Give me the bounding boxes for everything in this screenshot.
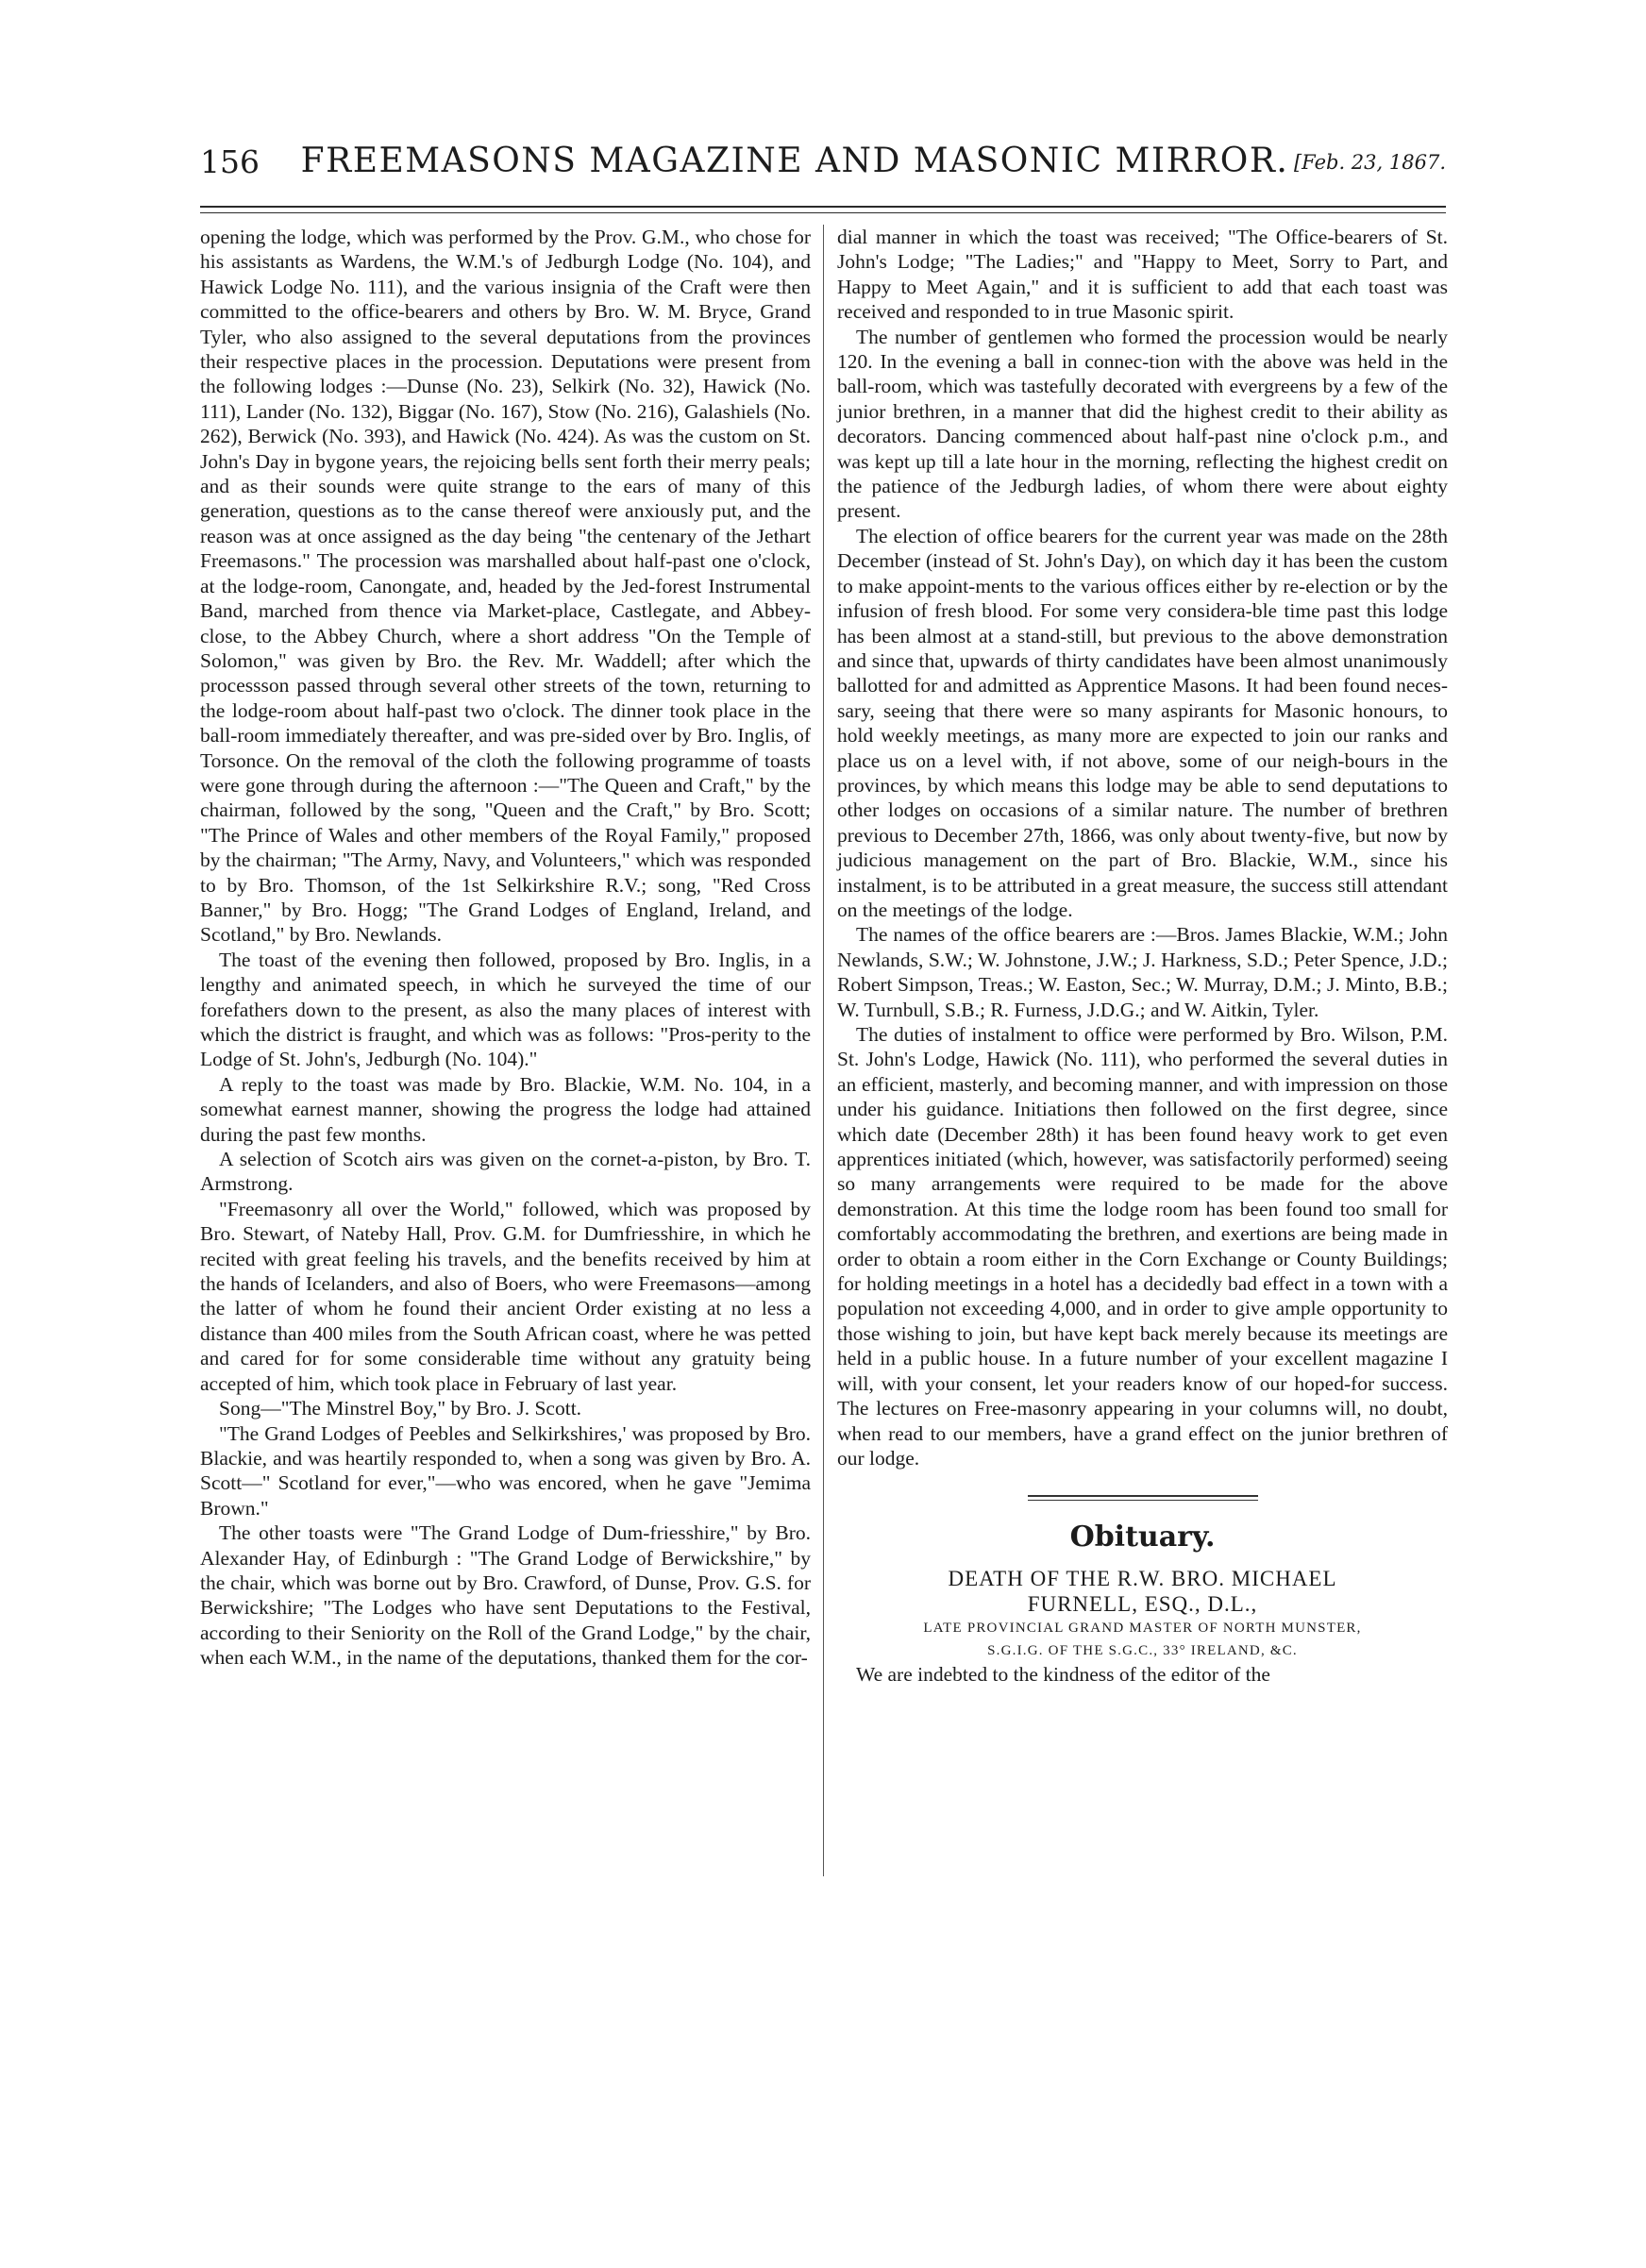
page-number: 156 [200,143,260,180]
paragraph: The election of office bearers for the current year was made on the 28th December (instead of St. John's Day), on which day it has been the custom to make appoint-ments to the various offices either by re-election or by the infusion of fresh blood. For some very considera-ble time past this lodge has been almost at a stand-still, but previous to the above demonstration and since that, upwards of thirty candidates have been almost unanimously ballotted for and admitted as Apprentice Masons. It had been found neces-sary, seeing that there were so many aspirants for Masonic honours, to hold weekly meetings, as many more are expected to join our ranks and place us on a level with, if not above, some of our neigh-bours in the provinces, by which means this lodge may be able to send deputations to other lodges on occasions of a similar nature. The number of brethren previous to December 27th, 1866, was only about twenty-five, but now by judicious management on the part of Bro. Blackie, W.M., since his instalment, is to be attributed in a great measure, the success still attendant on the meetings of the lodge. [837,524,1448,921]
issue-date: [Feb. 23, 1867. [1293,151,1446,174]
obituary-subtitle-line-2: S.G.I.G. OF THE S.G.C., 33° IRELAND, &C. [987,1642,1298,1658]
obituary-heading: Obituary. [1069,1520,1216,1554]
paragraph: opening the lodge, which was performed by the Prov. G.M., who chose for his assistants as Wardens, the W.M.'s of Jedburgh Lodge (No. 104), and Hawick Lodge No. 111), and the various insignia of the Craft were then committed to the office-bearers and others by Bro. W. M. Bryce, Grand Tyler, who also assigned to the several deputations from the provinces their respective places in the procession. Deputations were present from the following lodges :—Dunse (No. 23), Selkirk (No. 32), Hawick (No. 111), Lander (No. 132), Biggar (No. 167), Stow (No. 216), Galashiels (No. 262), Berwick (No. 393), and Hawick (No. 424). As was the custom on St. John's Day in bygone years, the rejoicing bells sent forth their merry peals; and as their sounds were quite strange to the ears of many of this generation, questions as to the canse thereof were anxiously put, and the reason was at once assigned as the day being "the centenary of the Jethart Freemasons." The procession was marshalled about half-past one o'clock, at the lodge-room, Canongate, and, headed by the Jed-forest Instrumental Band, marched from thence via Market-place, Castlegate, and Abbey-close, to the Abbey Church, where a short address "On the Temple of Solomon," was given by Bro. the Rev. Mr. Waddell; after which the processson passed through several other streets of the town, returning to the lodge-room about half-past two o'clock. The dinner took place in the ball-room immediately thereafter, and was pre-sided over by Bro. Inglis, of Torsonce. On the removal of the cloth the following programme of toasts were gone through during the afternoon :—"The Queen and Craft," by the chairman, followed by the song, "Queen and the Craft," by Bro. Scott; "The Prince of Wales and other members of the Royal Family," proposed by the chairman; "The Army, Navy, and Volunteers," which was responded to by Bro. Thomson, of the 1st Selkirkshire R.V.; song, "Red Cross Banner," by Bro. Hogg; "The Grand Lodges of England, Ireland, and Scotland," by Bro. Newlands. [200,226,811,947]
paragraph: The toast of the evening then followed, proposed by Bro. Inglis, in a lengthy and animated speech, in which he surveyed the time of our forefathers down to the present, as also the many places of interest with which the district is fraught, and which was as follows: "Pros-perity to the Lodge of St. John's, Jedburgh (No. 104)." [200,948,811,1071]
column-divider [823,225,824,1876]
paragraph: A reply to the toast was made by Bro. Blackie, W.M. No. 104, in a somewhat earnest manner, showing the progress the lodge had attained during the past few months. [200,1072,811,1146]
page-header [200,142,1446,189]
paragraph: "The Grand Lodges of Peebles and Selkirkshires,' was proposed by Bro. Blackie, and was heartily responded to, when a song was given by Bro. A. Scott—" Scotland for ever,"—who was encored, when he gave "Jemima Brown." [200,1421,811,1520]
paragraph: The names of the office bearers are :—Bros. James Blackie, W.M.; John Newlands, S.W.; W. Johnstone, J.W.; J. Harkness, S.D.; Peter Spence, J.D.; Robert Simpson, Treas.; W. Easton, Sec.; W. Murray, D.M.; J. Minto, B.B.; W. Turnbull, S.B.; R. Furness, J.D.G.; and W. Aitkin, Tyler. [837,923,1448,1021]
section-separator [1028,1495,1258,1501]
paragraph: dial manner in which the toast was received; "The Office-bearers of St. John's Lodge; "The Ladies;" and "Happy to Meet, Sorry to Part, and Happy to Meet Again," and it is sufficient to add that each toast was received and responded to in true Masonic spirit. [837,226,1448,324]
paragraph: The number of gentlemen who formed the procession would be nearly 120. In the evening a ball in connec-tion with the above was held in the ball-room, which was tastefully decorated with evergreens by a few of the junior brethren, in a manner that did the highest credit to their ability as decorators. Dancing commenced about half-past nine o'clock p.m., and was kept up till a late hour in the morning, reflecting the highest credit on the patience of the Jedburgh ladies, of whom there were about eighty present. [837,325,1448,523]
obituary-title-line-1: DEATH OF THE R.W. BRO. MICHAEL [948,1566,1337,1590]
header-rule-thin [200,212,1446,213]
paragraph: A selection of Scotch airs was given on the cornet-a-piston, by Bro. T. Armstrong. [200,1148,811,1196]
left-column [200,225,811,1671]
paragraph: The other toasts were "The Grand Lodge of Dum-friesshire," by Bro. Alexander Hay, of Edinburgh : "The Grand Lodge of Berwickshire," by the chair, which was borne out by Bro. Crawford, of Dunse, Prov. G.S. for Berwickshire; "The Lodges who have sent Deputations to the Festival, according to their Seniority on the Roll of the Grand Lodge," by the chair, when each W.M., in the name of the deputations, thanked them for the cor- [200,1521,811,1670]
obituary-title-line-2: FURNELL, ESQ., D.L., [1027,1591,1258,1616]
right-column [837,225,1448,1687]
header-rule-thick [200,206,1446,208]
obituary-opening-line: We are indebted to the kindness of the editor of the [856,1662,1270,1686]
masthead-title: FREEMASONS MAGAZINE AND MASONIC MIRROR. [300,142,1289,180]
paragraph: "Freemasonry all over the World," followed, which was proposed by Bro. Stewart, of Nateby Hall, Prov. G.M. for Dumfriesshire, in which he recited with great feeling his travels, and the benefits received by him at the hands of Icelanders, and also of Boers, who were Freemasons—among the latter of whom he found their ancient Order existing at no less a distance than 400 miles from the South African coast, where he was petted and cared for for some considerable time without any gratuity being accepted of him, which took place in February of last year. [200,1197,811,1395]
obituary-subtitle-line-1: LATE PROVINCIAL GRAND MASTER OF NORTH MUNSTER, [923,1620,1362,1636]
paragraph: Song—"The Minstrel Boy," by Bro. J. Scott. [219,1397,582,1420]
paragraph: The duties of instalment to office were performed by Bro. Wilson, P.M. St. John's Lodge, Hawick (No. 111), who performed the several duties in an efficient, masterly, and becoming manner, and with impression on those under his guidance. Initiations then followed on the first degree, since which date (December 28th) it has been found heavy work to get even apprentices initiated (which, however, was satisfactorily performed) seeing so many arrangements were required to be made for the above demonstration. At this time the lodge room has been found too small for comfortably accommodating the brethren, and exertions are being made in order to obtain a room either in the Corn Exchange or County Buildings; for holding meetings in a hotel has a decidedly bad effect in a town with a population not exceeding 4,000, and in order to give ample opportunity to those wishing to join, but have kept back merely because its meetings are held in a public house. In a future number of your excellent magazine I will, with your consent, let your readers know of our hoped-for success. The lectures on Free-masonry appearing in your columns will, no doubt, when read to our members, have a grand effect on the junior brethren of our lodge. [837,1023,1448,1470]
